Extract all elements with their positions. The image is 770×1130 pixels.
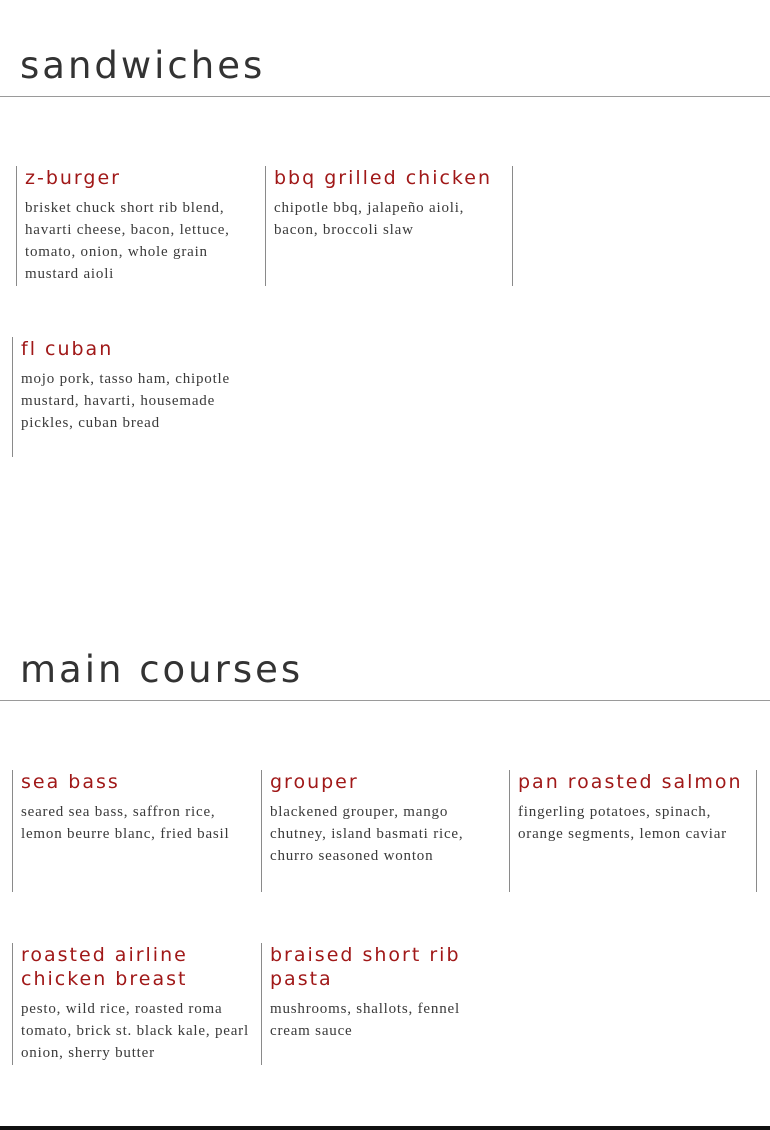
- item-name: sea bass: [21, 771, 120, 793]
- item-description: brisket chuck short rib blend, havarti cheese, bacon, lettuce, tomato, onion, whole grain mustard aioli: [25, 200, 230, 282]
- item-description: seared sea bass, saffron rice, lemon beurre blanc, fried basil: [21, 804, 230, 842]
- item-name: grouper: [270, 771, 359, 793]
- bottom-border: [0, 1126, 770, 1130]
- menu-item-grouper: [261, 770, 509, 892]
- menu-item-z-burger: [16, 166, 264, 286]
- item-description: mojo pork, tasso ham, chipotle mustard, havarti, housemade pickles, cuban bread: [21, 371, 230, 431]
- section-divider: [0, 96, 770, 97]
- menu-item-sea-bass: [12, 770, 260, 892]
- menu-item-pan-roasted-salmon: [509, 770, 757, 892]
- section-title-main-courses: main courses: [20, 648, 304, 691]
- item-name: pan roasted salmon: [518, 771, 743, 793]
- item-name: braised short rib pasta: [270, 944, 461, 990]
- item-description: mushrooms, shallots, fennel cream sauce: [270, 1001, 460, 1039]
- item-description: blackened grouper, mango chutney, island basmati rice, churro seasoned wonton: [270, 804, 464, 864]
- item-name: fl cuban: [21, 338, 114, 360]
- item-description: fingerling potatoes, spinach, orange segments, lemon caviar: [518, 804, 727, 842]
- section-divider: [0, 700, 770, 701]
- item-name: z-burger: [25, 167, 121, 189]
- menu-item-bbq-grilled-chicken: [265, 166, 513, 286]
- menu-item-braised-short-rib-pasta: [261, 943, 509, 1065]
- section-title-sandwiches: sandwiches: [20, 44, 266, 87]
- item-description: pesto, wild rice, roasted roma tomato, brick st. black kale, pearl onion, sherry butter: [21, 1001, 249, 1061]
- item-name: roasted airline chicken breast: [21, 944, 188, 990]
- menu-item-fl-cuban: [12, 337, 260, 457]
- item-description: chipotle bbq, jalapeño aioli, bacon, broccoli slaw: [274, 200, 465, 238]
- item-name: bbq grilled chicken: [274, 167, 492, 189]
- menu-item-roasted-airline-chicken-breast: [12, 943, 260, 1065]
